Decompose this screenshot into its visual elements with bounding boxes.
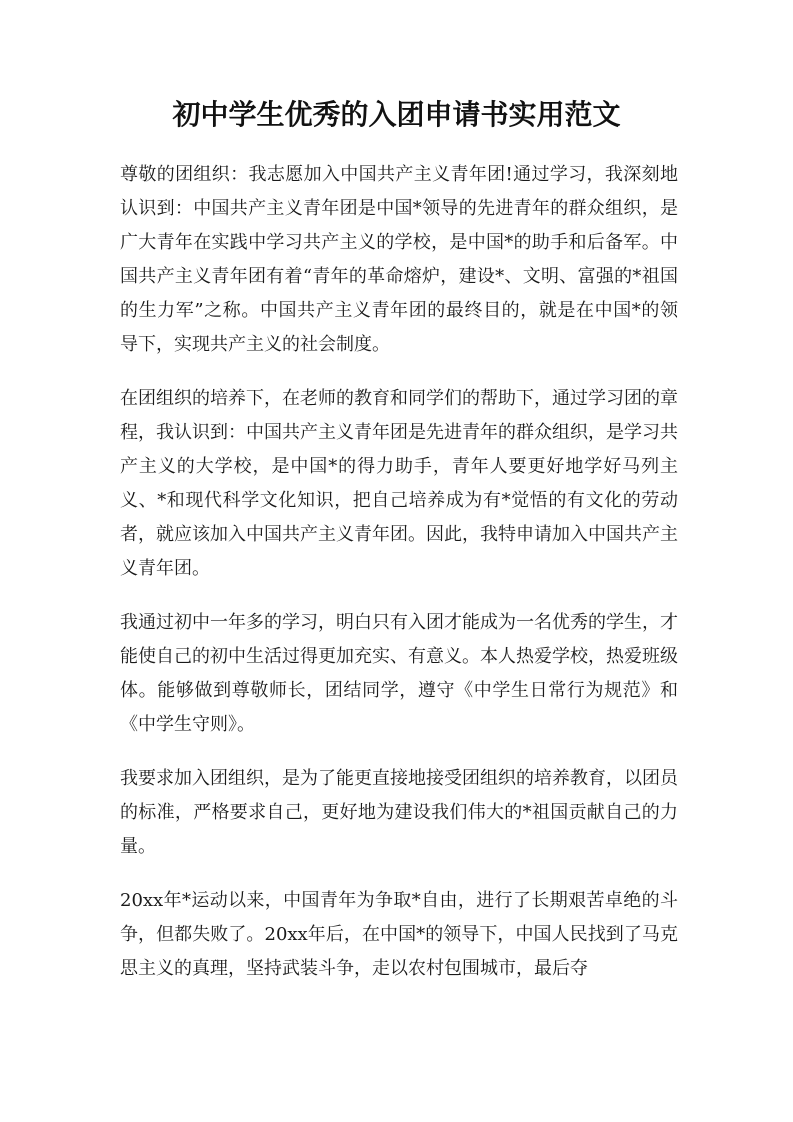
paragraph-2: 在团组织的培养下，在老师的教育和同学们的帮助下，通过学习团的章程，我认识到：中国共产主义青年团是先进青年的群众组织，是学习共产主义的大学校，是中国*的得力助手，青年人要更好地学好马列主义、*和现代科学文化知识，把自己培养成为有*觉悟的有文化的劳动者，就应该加入中国共产主义青年团。因此，我特申请加入中国共产主义青年团。 <box>120 388 678 579</box>
paragraph-3: 我通过初中一年多的学习，明白只有入团才能成为一名优秀的学生，才能使自己的初中生活过得更加充实、有意义。本人热爱学校，热爱班级体。能够做到尊敬师长，团结同学，遵守《中学生日常行为规范》和《中学生守则》。 <box>120 612 678 735</box>
paragraph-1: 尊敬的团组织：我志愿加入中国共产主义青年团!通过学习，我深刻地认识到：中国共产主义青年团是中国*领导的先进青年的群众组织，是广大青年在实践中学习共产主义的学校，是中国*的助手和后备军。中国共产主义青年团有着“青年的革命熔炉，建设*、文明、富强的*祖国的生力军”之称。中国共产主义青年团的最终目的，就是在中国*的领导下，实现共产主义的社会制度。 <box>120 164 678 355</box>
paragraph-5: 20xx年*运动以来，中国青年为争取*自由，进行了长期艰苦卓绝的斗争，但都失败了。20xx年后，在中国*的领导下，中国人民找到了马克思主义的真理，坚持武装斗争，走以农村包围城市，最后夺 <box>120 890 678 979</box>
document-body <box>120 158 678 1006</box>
document-title: 初中学生优秀的入团申请书实用范文 <box>172 98 621 131</box>
paragraph-4: 我要求加入团组织，是为了能更直接地接受团组织的培养教育，以团员的标准，严格要求自己，更好地为建设我们伟大的*祖国贡献自己的力量。 <box>120 768 678 857</box>
